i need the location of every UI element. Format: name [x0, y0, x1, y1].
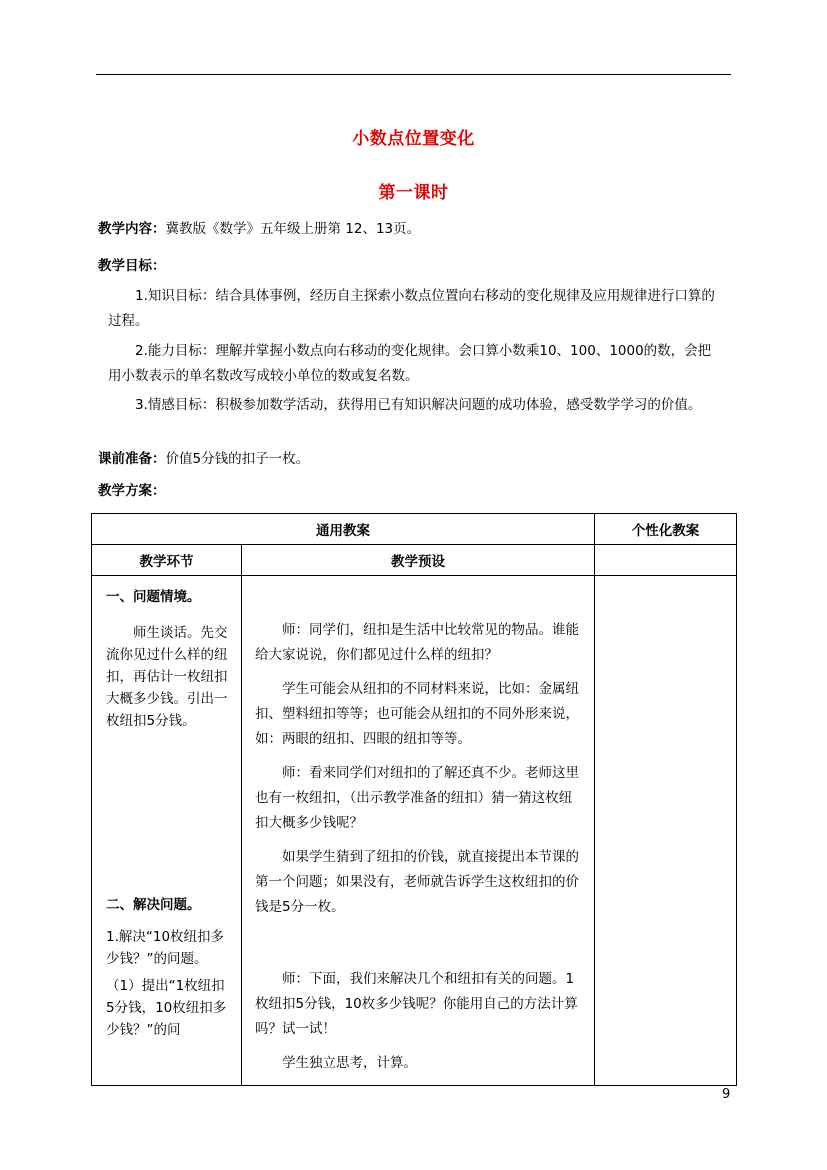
header-rule [96, 74, 731, 75]
personal-cell [595, 545, 737, 576]
lesson-title: 小数点位置变化 [352, 129, 475, 149]
goal-item: 1.知识目标：结合具体事例，经历自主探索小数点位置向右移动的变化规律及应用规律进行口算的过程。 [108, 288, 715, 329]
stage-2-title: 二、解决问题。 [106, 897, 201, 913]
content-text: 冀教版《数学》五年级上册第 12、13页。 [165, 221, 421, 237]
stage-2-item: 1.解决“10枚纽扣多少钱？”的问题。 [106, 929, 225, 967]
preset-paragraph: 师：看来同学们对纽扣的了解还真不少。老师这里也有一枚纽扣，（出示教学准备的纽扣）猜一猜这枚纽扣大概多少钱呢？ [255, 765, 579, 831]
stage-1-title: 一、问题情境。 [106, 589, 201, 605]
preset-paragraph: 师：下面，我们来解决几个和纽扣有关的问题。1枚纽扣5分钱，10枚多少钱呢？你能用自己的方法计算吗？试一试！ [255, 971, 578, 1037]
prep-label: 课前准备： [98, 451, 166, 467]
header-general: 通用教案 [92, 514, 595, 545]
stage-1-text: 师生谈话。先交流你见过什么样的纽扣，再估计一枚纽扣大概多少钱。引出一枚纽扣5分钱。 [106, 625, 228, 729]
preset-cell [242, 576, 595, 1086]
preset-paragraph: 学生独立思考，计算。 [282, 1055, 417, 1071]
goals-label: 教学目标： [98, 258, 166, 274]
prep-line [98, 449, 309, 469]
content-label: 教学内容： [98, 221, 166, 237]
prep-text: 价值5分钱的扣子一枚。 [165, 451, 310, 467]
preset-paragraph: 学生可能会从纽扣的不同材料来说，比如：金属纽扣、塑料纽扣等等；也可能会从纽扣的不同外形来说，如：两眼的纽扣、四眼的纽扣等等。 [255, 681, 579, 747]
page-number: 9 [722, 1087, 731, 1102]
lesson-subtitle: 第一课时 [378, 183, 449, 203]
plan-label: 教学方案： [98, 483, 166, 499]
column-stage: 教学环节 [92, 545, 242, 576]
goal-item: 3.情感目标：积极参加数学活动，获得用已有知识解决问题的成功体验，感受数学学习的价值。 [135, 397, 702, 413]
preset-paragraph: 师：同学们，纽扣是生活中比较常见的物品。谁能给大家说说，你们都见过什么样的纽扣？ [255, 622, 579, 663]
column-preset: 教学预设 [242, 545, 595, 576]
personal-cell [595, 576, 737, 1086]
header-personal: 个性化教案 [595, 514, 737, 545]
preset-paragraph: 如果学生猜到了纽扣的价钱，就直接提出本节课的第一个问题；如果没有，老师就告诉学生这枚纽扣的价钱是5分一枚。 [255, 849, 579, 915]
lesson-plan-table [91, 513, 737, 1086]
content-line [98, 219, 420, 239]
stage-2-sub: （1）提出“1枚纽扣5分钱，10枚纽扣多少钱？”的问 [106, 978, 227, 1038]
stage-cell [92, 576, 242, 1086]
goal-item: 2.能力目标：理解并掌握小数点向右移动的变化规律。会口算小数乘10、100、1000的数，会把用小数表示的单名数改写成较小单位的数或复名数。 [108, 343, 712, 384]
